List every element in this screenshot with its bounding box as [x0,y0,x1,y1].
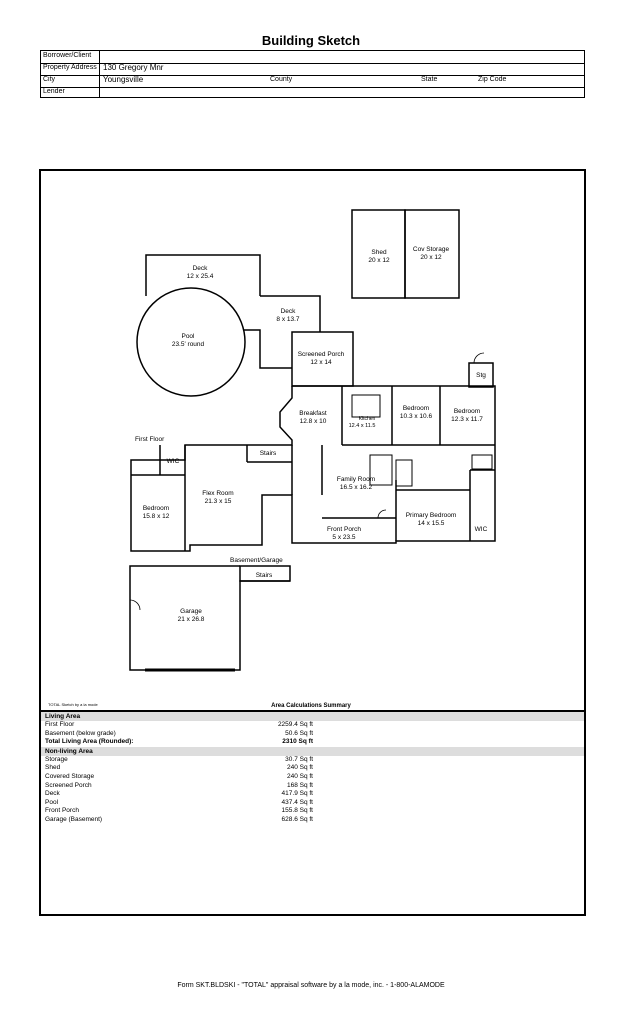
family-room-label: Family Room [336,476,376,483]
city-value: Youngsville [103,75,144,84]
deck-small-lower [240,330,292,368]
non-living-header: Non-living Area [41,747,584,756]
summary-row [41,799,584,808]
summary-row [41,816,584,825]
kitchen-dim: 12.4 x 11.5 [348,423,376,429]
summary-row-label: Storage [45,755,68,763]
summary-row-value: 155.8 Sq ft [281,807,313,815]
bedroom-3-label: Bedroom [142,505,170,512]
area-summary [41,712,584,825]
summary-row-value: 628.6 Sq ft [281,815,313,823]
zip-label: Zip Code [478,76,507,83]
total-living-value: 2310 Sq ft [282,738,313,746]
pool-dim: 23.5' round [171,341,205,348]
cov-storage-dim: 20 x 12 [420,254,442,261]
summary-row-label: Covered Storage [45,772,95,780]
summary-row-label: Shed [45,764,61,772]
summary-row-label: Screened Porch [45,781,92,789]
stg-label: Stg [476,372,486,379]
basement-stairs-label: Stairs [255,572,273,579]
page-title: Building Sketch [261,33,361,48]
bedroom-2-label: Bedroom [453,408,481,415]
kitchen-label: Kitchen [358,416,376,422]
summary-row [41,773,584,782]
deck-dim: 12 x 25.4 [186,273,214,280]
address-label: Property Address [43,64,97,71]
summary-row-value: 2259.4 Sq ft [277,721,313,728]
basement-garage-label: Basement/Garage [230,557,283,564]
summary-row [41,807,584,816]
garage-dim: 21 x 26.8 [177,616,205,623]
state-label: State [421,76,438,83]
summary-row-value: 50.6 Sq ft [285,729,313,737]
form-footer: Form SKT.BLDSKI - "TOTAL" appraisal software by a la mode, inc. - 1-800-ALAMODE [177,982,445,989]
shed-dim: 20 x 12 [368,257,390,264]
summary-row [41,756,584,765]
breakfast-dim: 12.8 x 10 [299,418,327,425]
total-living-row [41,738,584,747]
summary-row-value: 30.7 Sq ft [285,755,313,763]
primary-bedroom-dim: 14 x 15.5 [417,520,445,527]
summary-row-label: Pool [45,798,59,806]
summary-row [41,782,584,791]
bedroom-2-dim: 12.3 x 11.7 [451,416,483,423]
bedroom-1-dim: 10.3 x 10.6 [399,413,433,420]
breakfast-label: Breakfast [299,410,327,417]
deck-label: Deck [192,265,208,272]
wic-2-label: WIC [474,526,488,533]
front-porch-label: Front Porch [327,526,361,533]
summary-row-value: 437.4 Sq ft [281,798,313,806]
bedroom-1-label: Bedroom [402,405,430,412]
sketch-credit: TOTAL Sketch by a la mode [48,702,98,707]
stairs-label: Stairs [259,450,277,457]
borrower-label: Borrower/Client [43,52,92,59]
summary-row-label: First Floor [45,721,75,728]
summary-row [41,721,584,730]
summary-row-value: 417.9 Sq ft [281,790,313,798]
summary-row-value: 240 Sq ft [286,772,313,780]
cov-storage-label: Cov Storage [412,246,450,253]
pool-label: Pool [181,333,195,340]
flex-room-dim: 21.3 x 15 [204,498,232,505]
bedroom-3-dim: 15.8 x 12 [142,513,170,520]
summary-row-label: Basement (below grade) [45,729,116,737]
address-value: 130 Gregory Mnr [103,63,164,72]
summary-row-label: Garage (Basement) [45,815,103,823]
lender-label: Lender [43,88,65,95]
screened-porch-dim: 12 x 14 [310,359,332,366]
shed-label: Shed [371,249,387,256]
garage-label: Garage [180,608,202,615]
front-porch-dim: 5 x 23.5 [332,534,356,541]
summary-row-value: 240 Sq ft [286,764,313,772]
wic-1-label: WIC [166,458,180,465]
summary-row-label: Deck [45,790,60,798]
family-room-dim: 16.5 x 16.2 [339,484,373,491]
summary-title: Area Calculations Summary [271,703,351,709]
summary-row-value: 168 Sq ft [286,781,313,789]
summary-row-label: Front Porch [45,807,79,815]
summary-row [41,730,584,739]
total-living-label: Total Living Area (Rounded): [45,738,134,746]
summary-row [41,790,584,799]
deck-small-dim: 8 x 13.7 [276,316,300,323]
city-label: City [43,76,56,83]
first-floor-label: First Floor [135,436,165,443]
screened-porch-label: Screened Porch [297,351,345,358]
summary-row [41,764,584,773]
deck-small-label: Deck [280,308,296,315]
flex-room-label: Flex Room [202,490,234,497]
living-area-header: Living Area [41,712,584,721]
county-label: County [270,76,293,83]
primary-bedroom-label: Primary Bedroom [405,512,457,519]
